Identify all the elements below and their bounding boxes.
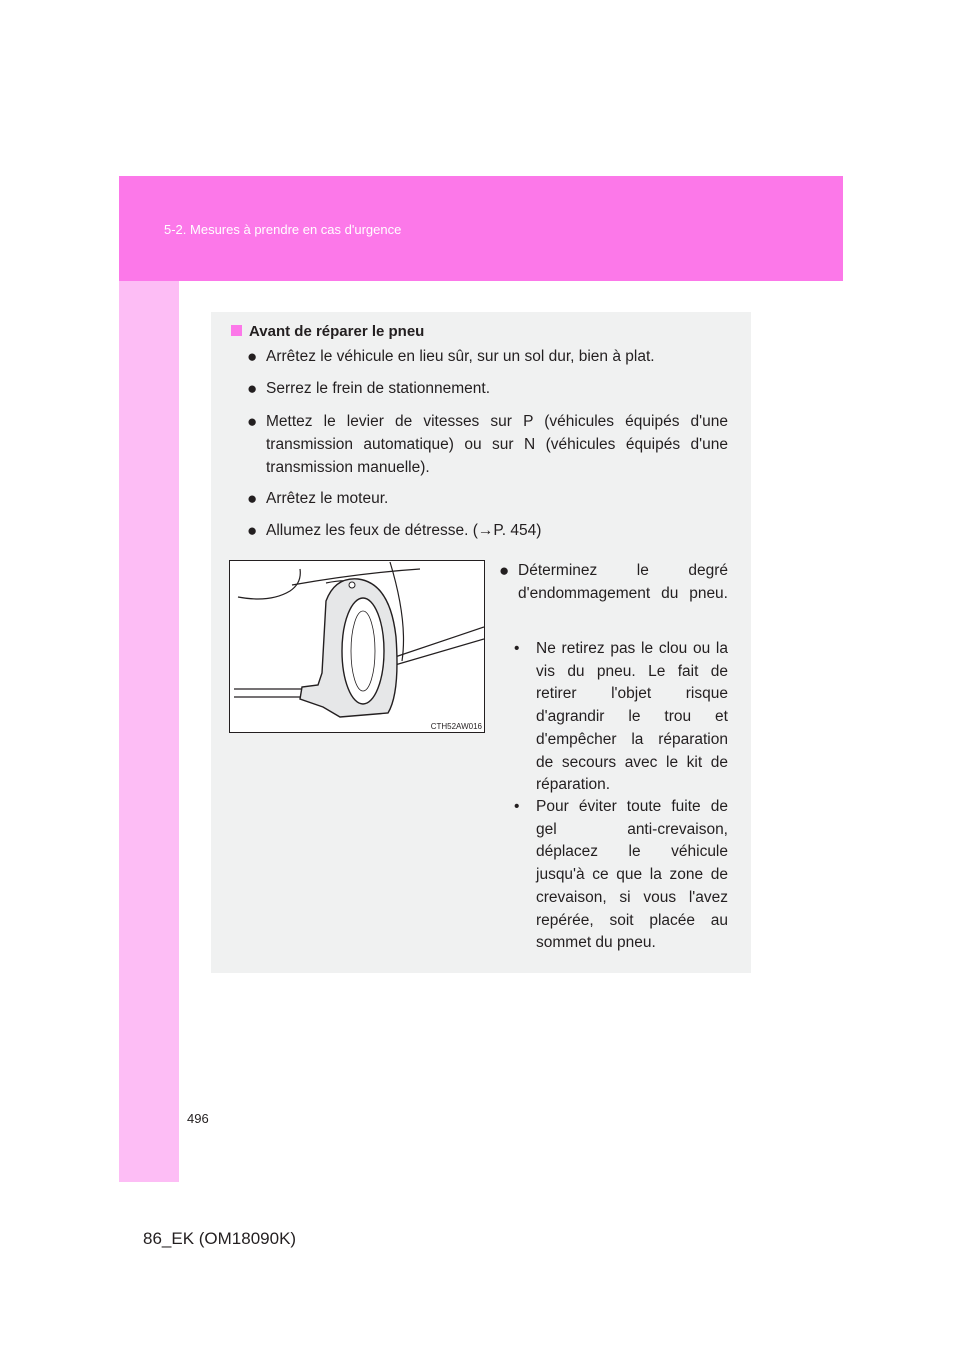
bullet-item	[247, 410, 728, 479]
section-title: 5-2. Mesures à prendre en cas d'urgence	[164, 222, 402, 237]
bullet-text: Arrêtez le moteur.	[266, 490, 389, 507]
tire-illustration	[229, 560, 485, 733]
bullet-icon: ●	[247, 347, 258, 366]
middle-dot-icon: •	[514, 798, 520, 815]
sub-bullet-text: Ne retirez pas le clou ou la vis du pneu. Le fait de retirer l'objet risque d'agrandir le trou et d'empêcher la réparation de secours avec le kit de réparation.	[536, 640, 728, 794]
sub-bullet-item	[514, 638, 728, 797]
bullet-icon: ●	[247, 412, 258, 431]
tire-drawing	[230, 561, 484, 732]
bullet-text: Mettez le levier de vitesses sur P (véhicules équipés d'une transmission automatique) ou sur N (véhicules équipés d'une transmission manuelle).	[266, 413, 728, 476]
bullet-icon: ●	[247, 379, 258, 398]
bullet-item	[247, 519, 728, 542]
figure-code: CTH52AW016	[430, 722, 482, 731]
side-strip	[119, 281, 179, 1182]
info-box	[211, 312, 751, 973]
bullet-icon: ●	[247, 489, 258, 508]
bullet-icon: ●	[247, 521, 258, 540]
pink-square-icon	[231, 325, 242, 336]
bullet-text: Allumez les feux de détresse. (→P. 454)	[266, 522, 542, 539]
header-band	[119, 176, 843, 281]
bullet-item	[247, 487, 728, 510]
sub-bullet-item	[514, 796, 728, 955]
bullet-text: Arrêtez le véhicule en lieu sûr, sur un sol dur, bien à plat.	[266, 348, 655, 365]
side-bullet-text: Déterminez le degré d'endommagement du pneu.	[518, 562, 728, 602]
box-heading-text: Avant de réparer le pneu	[249, 323, 425, 340]
middle-dot-icon: •	[514, 640, 520, 657]
box-heading	[231, 323, 424, 340]
side-bullet-item	[499, 560, 728, 605]
bullet-item	[247, 345, 728, 368]
footer-code: 86_EK (OM18090K)	[143, 1229, 297, 1248]
sub-bullet-text: Pour éviter toute fuite de gel anti-crevaison, déplacez le véhicule jusqu'à ce que la zone de crevaison, si vous l'avez repérée, soit placée au sommet du pneu.	[536, 798, 728, 952]
page-number: 496	[187, 1111, 209, 1126]
bullet-item	[247, 377, 728, 400]
bullet-text: Serrez le frein de stationnement.	[266, 380, 491, 397]
bullet-icon: ●	[499, 561, 510, 580]
